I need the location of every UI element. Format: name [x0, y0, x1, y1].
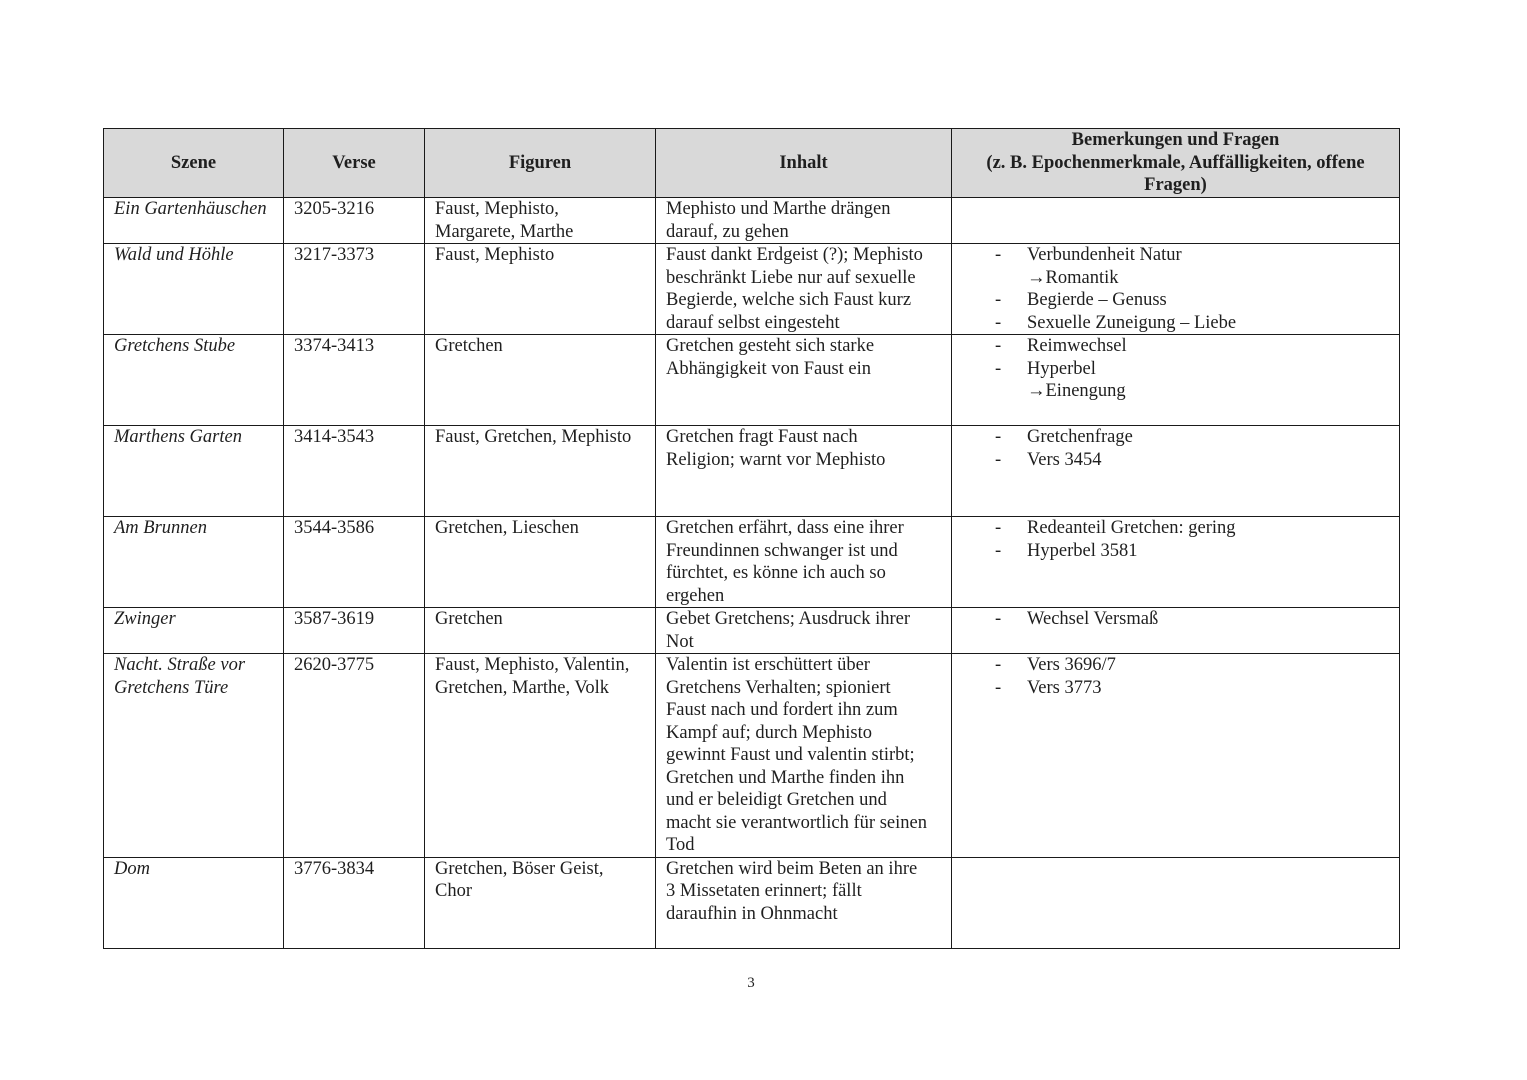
- content-cell: [656, 857, 952, 948]
- verses-cell-text: 3587-3619: [294, 609, 375, 629]
- figures-cell: [425, 198, 656, 244]
- figures-cell-text: Faust, Mephisto: [435, 245, 555, 265]
- page-number: 3: [747, 975, 755, 991]
- verses-cell: [284, 654, 425, 858]
- content-cell: [656, 654, 952, 858]
- note-text: Romantik: [1045, 267, 1119, 288]
- note-item: [962, 449, 1389, 472]
- notes-cell: [952, 857, 1400, 948]
- verses-cell: [284, 857, 425, 948]
- scene-cell: [104, 198, 284, 244]
- verses-cell: [284, 335, 425, 426]
- figures-cell-text: Gretchen, Böser Geist, Chor: [435, 858, 604, 901]
- content-cell-text: Gretchen fragt Faust nach Religion; warnt vor Mephisto: [666, 427, 886, 470]
- figures-cell-text: Gretchen: [435, 609, 503, 629]
- note-text: Verbundenheit Natur: [1027, 245, 1182, 265]
- scene-cell: [104, 608, 284, 654]
- figures-cell-text: Faust, Mephisto, Valentin, Gretchen, Marthe, Volk: [435, 655, 630, 698]
- scene-cell-text: Nacht. Straße vor Gretchens Türe: [114, 655, 246, 698]
- notes-list: [962, 517, 1389, 562]
- note-text: Gretchenfrage: [1027, 427, 1133, 447]
- header-content: Inhalt: [656, 129, 952, 198]
- scene-cell: [104, 857, 284, 948]
- verses-cell-text: 2620-3775: [294, 655, 375, 675]
- verses-cell: [284, 517, 425, 608]
- note-item: [962, 312, 1389, 335]
- note-text: Redeanteil Gretchen: gering: [1027, 518, 1236, 538]
- scene-cell: [104, 426, 284, 517]
- scene-cell-text: Gretchens Stube: [114, 336, 236, 356]
- note-item: [962, 380, 1389, 403]
- scene-cell-text: Am Brunnen: [114, 518, 207, 538]
- content-cell: [656, 426, 952, 517]
- note-text: Hyperbel: [1027, 358, 1096, 379]
- notes-list: [962, 335, 1389, 403]
- figures-cell: [425, 335, 656, 426]
- note-text: Begierde – Genuss: [1027, 290, 1167, 310]
- verses-cell-text: 3414-3543: [294, 427, 375, 447]
- verses-cell: [284, 244, 425, 335]
- notes-list: [962, 654, 1389, 699]
- notes-cell: [952, 517, 1400, 608]
- note-item: [962, 358, 1389, 381]
- content-cell-text: Gretchen wird beim Beten an ihre 3 Missetaten erinnert; fällt daraufhin in Ohnmacht: [666, 858, 918, 924]
- header-scene: Szene: [104, 129, 284, 198]
- table-row: [104, 244, 1400, 335]
- note-text: Vers 3454: [1027, 449, 1102, 470]
- table-row: [104, 654, 1400, 858]
- scene-cell: [104, 335, 284, 426]
- note-text: Einengung: [1045, 381, 1126, 401]
- note-item: [962, 517, 1389, 540]
- scene-cell-text: Dom: [114, 858, 150, 879]
- header-verses: Verse: [284, 129, 425, 198]
- notes-cell: [952, 426, 1400, 517]
- verses-cell-text: 3217-3373: [294, 245, 375, 265]
- note-item: [962, 289, 1389, 312]
- verses-cell-text: 3205-3216: [294, 199, 375, 219]
- scene-cell: [104, 654, 284, 858]
- verses-cell: [284, 198, 425, 244]
- verses-cell-text: 3374-3413: [294, 336, 375, 356]
- scene-cell: [104, 517, 284, 608]
- notes-cell: [952, 244, 1400, 335]
- verses-cell-text: 3544-3586: [294, 518, 375, 538]
- verses-cell: [284, 426, 425, 517]
- table-body: [104, 198, 1400, 949]
- notes-cell: [952, 608, 1400, 654]
- note-item: [962, 608, 1389, 631]
- header-figures: Figuren: [425, 129, 656, 198]
- note-text: Vers 3696/7: [1027, 655, 1116, 675]
- content-cell: [656, 244, 952, 335]
- table-row: [104, 608, 1400, 654]
- table-row: [104, 857, 1400, 948]
- notes-cell: [952, 654, 1400, 858]
- figures-cell: [425, 244, 656, 335]
- notes-cell: [952, 335, 1400, 426]
- figures-cell: [425, 517, 656, 608]
- figures-cell: [425, 608, 656, 654]
- content-cell: [656, 198, 952, 244]
- scene-cell-text: Marthens Garten: [114, 427, 242, 447]
- notes-cell: [952, 198, 1400, 244]
- table-row: [104, 426, 1400, 517]
- content-cell-text: Gebet Gretchens; Ausdruck ihrer Not: [666, 609, 911, 652]
- notes-list: [962, 426, 1389, 471]
- figures-cell-text: Gretchen, Lieschen: [435, 518, 579, 538]
- content-cell: [656, 517, 952, 608]
- note-text: Wechsel Versmaß: [1027, 609, 1159, 629]
- note-item: [962, 244, 1389, 267]
- content-cell-text: Mephisto und Marthe drängen darauf, zu gehen: [666, 199, 891, 242]
- table-row: [104, 517, 1400, 608]
- header-row: [104, 129, 1400, 198]
- notes-list: [962, 244, 1389, 334]
- content-cell: [656, 335, 952, 426]
- note-item: [962, 677, 1389, 700]
- note-item: [962, 654, 1389, 677]
- content-cell: [656, 608, 952, 654]
- table-row: [104, 335, 1400, 426]
- figures-cell-text: Faust, Gretchen, Mephisto: [435, 427, 632, 447]
- figures-cell-text: Gretchen: [435, 336, 503, 356]
- content-cell-text: Valentin ist erschüttert über Gretchens Verhalten; spioniert Faust nach und fordert ihn zum Kampf auf; durch Mephisto gewinnt Faust und valentin stirbt; Gretchen und Marthe finden ihn und er beleidigt Gretchen und macht sie verantwortlich für seinen Tod: [666, 655, 927, 855]
- scene-table: [103, 128, 1400, 949]
- arrow-right-icon: →: [1027, 381, 1046, 401]
- arrow-right-icon: →: [1027, 267, 1046, 288]
- note-text: Sexuelle Zuneigung – Liebe: [1027, 312, 1237, 333]
- note-item: [962, 540, 1389, 563]
- figures-cell: [425, 654, 656, 858]
- note-text: Reimwechsel: [1027, 336, 1127, 356]
- note-text: Hyperbel 3581: [1027, 540, 1138, 561]
- content-cell-text: Gretchen erfährt, dass eine ihrer Freundinnen schwanger ist und fürchtet, es könne ich auch so ergehen: [666, 518, 904, 606]
- note-text: Vers 3773: [1027, 677, 1102, 698]
- content-cell-text: Faust dankt Erdgeist (?); Mephisto beschränkt Liebe nur auf sexuelle Begierde, welche sich Faust kurz darauf selbst eingesteht: [666, 245, 923, 333]
- figures-cell-text: Faust, Mephisto, Margarete, Marthe: [435, 199, 574, 242]
- table-row: [104, 198, 1400, 244]
- note-item: [962, 426, 1389, 449]
- content-cell-text: Gretchen gesteht sich starke Abhängigkeit von Faust ein: [666, 336, 875, 379]
- figures-cell: [425, 426, 656, 517]
- scene-cell: [104, 244, 284, 335]
- header-notes: Bemerkungen und Fragen (z. B. Epochenmerkmale, Auffälligkeiten, offene Fragen): [952, 129, 1400, 198]
- note-item: [962, 267, 1389, 290]
- note-item: [962, 335, 1389, 358]
- figures-cell: [425, 857, 656, 948]
- scene-cell-text: Ein Gartenhäuschen: [114, 199, 267, 219]
- verses-cell: [284, 608, 425, 654]
- scene-cell-text: Zwinger: [114, 609, 176, 629]
- notes-list: [962, 608, 1389, 631]
- scene-cell-text: Wald und Höhle: [114, 245, 234, 265]
- verses-cell-text: 3776-3834: [294, 858, 375, 879]
